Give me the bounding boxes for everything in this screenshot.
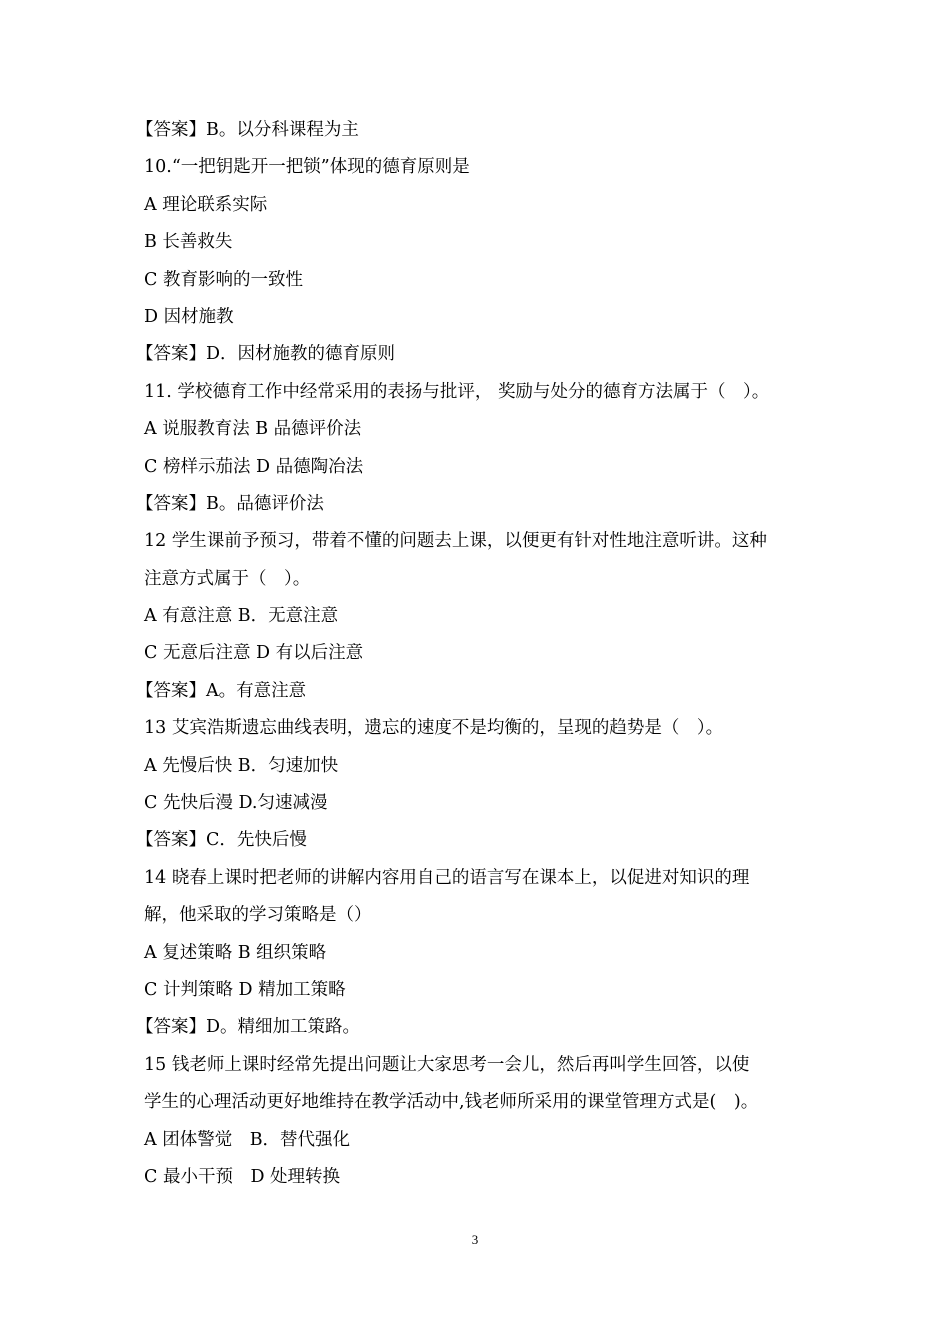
option-line: A 理论联系实际 [144, 194, 268, 215]
option-line: D 因材施教 [144, 306, 234, 327]
question-line: 学生的心理活动更好地维持在教学活动中,钱老师所采用的课堂管理方式是( )。 [144, 1092, 759, 1113]
document-body [136, 112, 812, 1196]
answer-line: 【答案】B。以分科课程为主 [136, 120, 359, 140]
option-line: A 说服教育法 B 品德评价法 [144, 419, 362, 440]
page-number: 3 [471, 1232, 479, 1247]
option-line: C 计判策略 D 精加工策略 [144, 979, 346, 1000]
option-line: A 复述策略 B 组织策略 [144, 942, 327, 963]
question-line: 14 晓春上课时把老师的讲解内容用自己的语言写在课本上，以促进对知识的理 [144, 867, 750, 888]
option-line: C 教育影响的一致性 [144, 269, 303, 290]
question-line: 15 钱老师上课时经常先提出问题让大家思考一会儿，然后再叫学生回答，以使 [144, 1054, 750, 1075]
question-line: 12 学生课前予预习，带着不懂的问题去上课，以便更有针对性地注意听讲。这种 [144, 531, 767, 552]
option-line: C 先快后漫 D.匀速减漫 [144, 793, 328, 814]
answer-line: 【答案】D。精细加工策路。 [136, 1017, 361, 1038]
answer-line: 【答案】C．先快后慢 [136, 830, 307, 851]
option-line: A 先慢后快 B．匀速加快 [144, 755, 339, 776]
option-line: C 无意后注意 D 有以后注意 [144, 643, 364, 664]
question-line: 解，他采取的学习策略是（） [144, 905, 372, 926]
option-line: A 团体警觉 B．替代强化 [144, 1129, 351, 1150]
question-line: 13 艾宾浩斯遗忘曲线表明，遗忘的速度不是均衡的，呈现的趋势是（ ）。 [144, 718, 724, 739]
option-line: B 长善救失 [144, 232, 233, 253]
option-line: C 榜样示茄法 D 品德陶冶法 [144, 456, 364, 477]
answer-line: 【答案】A。有意注意 [136, 680, 307, 701]
question-line: 注意方式属于（ ）。 [144, 568, 311, 589]
option-line: C 最小干预 D 处理转换 [144, 1166, 341, 1187]
question-line: 11. 学校德育工作中经常采用的表扬与批评， 奖励与处分的德育方法属于（ ）。 [144, 381, 770, 402]
answer-line: 【答案】D．因材施教的德育原则 [136, 344, 396, 365]
option-line: A 有意注意 B．无意注意 [144, 606, 339, 627]
answer-line: 【答案】B。品德评价法 [136, 493, 324, 514]
question-line: 10.“一把钥匙开一把锁”体现的德育原则是 [144, 157, 470, 178]
